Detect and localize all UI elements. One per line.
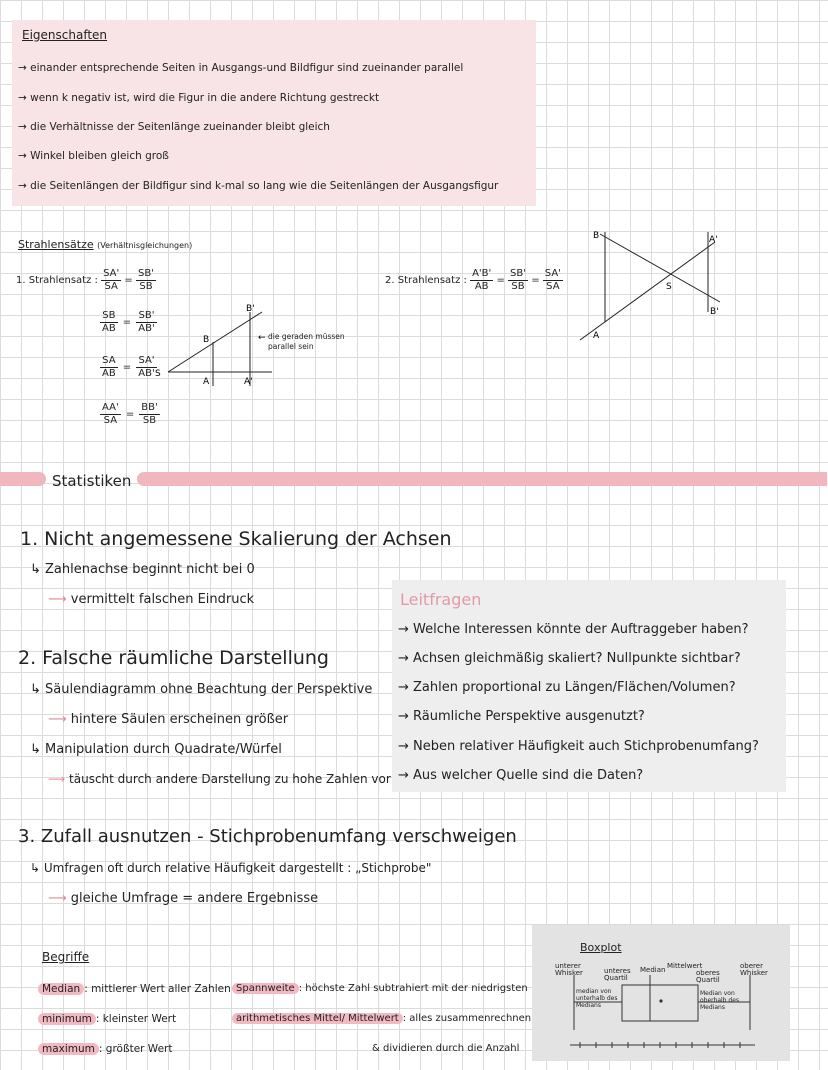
banner-right [137, 472, 827, 486]
label-upper-whisker: oberer Whisker [740, 962, 768, 977]
property-item-3: → die Verhältnisse der Seitenlänge zueinander bleibt gleich [18, 121, 330, 133]
term-median-label: Median [38, 983, 84, 995]
fraction: $\frac{SA'}{AB'}$ [138, 355, 155, 379]
label-a-prime: A' [244, 377, 253, 387]
term-minimum-def: : kleinster Wert [95, 1013, 177, 1025]
section-2-arrow2: ⟶ täuscht durch andere Darstellung zu hohe Zahlen vor [48, 772, 391, 786]
leitfrage-3: → Zahlen proportional zu Längen/Flächen/Volumen? [398, 680, 736, 695]
rays-subheading: (Verhältnisgleichungen) [97, 241, 193, 250]
term-range-def: : höchste Zahl subtrahiert mit der niedrigsten [298, 983, 528, 994]
section-3-sub: ↳ Umfragen oft durch relative Häufigkeit dargestellt : „Stichprobe" [30, 861, 432, 875]
term-minimum [38, 1013, 176, 1025]
first-theorem-eq3: $\frac{SA}{AB}$ = $\frac{SA'}{AB'}$ [102, 355, 155, 379]
label-mean: Mittelwert [667, 962, 703, 970]
fraction: $\frac{SA'}{SA}$ [103, 268, 120, 292]
section-3-arrow-text: gleiche Umfrage = andere Ergebnisse [70, 891, 319, 906]
section-1-arrow: ⟶ vermittelt falschen Eindruck [48, 592, 255, 607]
second-theorem: 2. Strahlensatz : $\frac{A'B'}{AB}$ = $\frac{SB'}{SB}$ = $\frac{SA'}{SA}$ [385, 268, 561, 292]
term-median [38, 983, 231, 995]
label-a-prime: A' [709, 235, 718, 245]
parallel-arrow: ← [258, 333, 266, 343]
fraction: $\frac{SA}{AB}$ [102, 355, 116, 379]
boxplot-title: Boxplot [580, 941, 622, 954]
fraction: $\frac{SB'}{SB}$ [510, 268, 527, 292]
leitfrage-6: → Aus welcher Quelle sind die Daten? [398, 768, 644, 783]
section-2-arrow1: ⟶ hintere Säulen erscheinen größer [48, 712, 289, 727]
leitfrage-1: → Welche Interessen könnte der Auftraggeber haben? [398, 622, 749, 637]
section-2-sub1: ↳ Säulendiagramm ohne Beachtung der Perspektive [30, 682, 373, 697]
property-item-4: → Winkel bleiben gleich groß [18, 150, 169, 162]
second-theorem-label: 2. Strahlensatz : [385, 275, 467, 286]
stats-banner-title: Statistiken [52, 472, 132, 490]
fraction: $\frac{SB}{AB}$ [102, 310, 116, 334]
section-2-arrow1-text: hintere Säulen erscheinen größer [70, 712, 289, 727]
first-theorem: 1. Strahlensatz : $\frac{SA'}{SA}$ = $\frac{SB'}{SB}$ [16, 268, 154, 292]
label-b-prime: B' [246, 304, 255, 314]
fraction: $\frac{A'B'}{AB}$ [472, 268, 492, 292]
property-item-1: → einander entsprechende Seiten in Ausgangs-und Bildfigur sind zueinander parallel [18, 62, 464, 74]
rays-heading-row [18, 238, 192, 251]
label-median: Median [640, 966, 666, 974]
section-3-title: 3. Zufall ausnutzen - Stichprobenumfang verschweigen [18, 826, 517, 847]
rays-heading: Strahlensätze [18, 238, 94, 251]
term-mean-label: arithmetisches Mittel/ Mittelwert [232, 1013, 403, 1024]
banner-left [0, 472, 46, 486]
term-maximum-def: : größter Wert [98, 1043, 173, 1055]
fraction: $\frac{SB'}{SB}$ [137, 268, 154, 292]
leitfrage-2: → Achsen gleichmäßig skaliert? Nullpunkte sichtbar? [398, 651, 741, 666]
section-1-arrow-text: vermittelt falschen Eindruck [70, 592, 255, 607]
label-s: S [666, 282, 672, 292]
property-item-5: → die Seitenlängen der Bildfigur sind k-mal so lang wie die Seitenlängen der Ausgangsfigur [18, 180, 499, 192]
label-b-prime: B' [710, 307, 719, 317]
section-1-sub: ↳ Zahlenachse beginnt nicht bei 0 [30, 562, 255, 577]
first-theorem-eq2: $\frac{SB}{AB}$ = $\frac{SB'}{AB'}$ [102, 310, 155, 334]
box [622, 985, 698, 1021]
terms-heading: Begriffe [42, 950, 90, 964]
label-a: A [203, 377, 210, 387]
properties-box [12, 20, 536, 206]
term-range-label: Spannweite [232, 983, 299, 994]
leitfrage-5: → Neben relativer Häufigkeit auch Stichprobenumfang? [398, 739, 759, 754]
fraction: $\frac{BB'}{SB}$ [141, 402, 158, 426]
label-right-note: Median von oberhalb des Medians [700, 990, 740, 1011]
leitfrage-4: → Räumliche Perspektive ausgenutzt? [398, 709, 645, 724]
term-range [232, 983, 528, 994]
parallel-note: die geraden müssen parallel sein [268, 332, 345, 351]
label-b: B [593, 231, 600, 241]
property-item-2: → wenn k negativ ist, wird die Figur in die andere Richtung gestreckt [18, 92, 380, 104]
label-lower-quartile: unteres Quartil [604, 967, 631, 982]
slanted-ray [168, 312, 262, 372]
label-a: A [593, 331, 600, 341]
term-mean-def2: & dividieren durch die Anzahl [372, 1043, 520, 1054]
mean-dot [659, 999, 662, 1002]
properties-heading: Eigenschaften [22, 28, 108, 42]
first-theorem-eq4: $\frac{AA'}{SA}$ = $\frac{BB'}{SB}$ [102, 402, 158, 426]
term-maximum-label: maximum [38, 1043, 99, 1055]
label-s: S [155, 369, 161, 379]
section-3-arrow: ⟶ gleiche Umfrage = andere Ergebnisse [48, 891, 319, 906]
term-maximum [38, 1043, 172, 1055]
fraction: $\frac{SB'}{AB'}$ [138, 310, 155, 334]
label-left-note: median von unterhalb des Medians [576, 988, 618, 1009]
section-2-sub2: ↳ Manipulation durch Quadrate/Würfel [30, 742, 282, 757]
label-b: B [203, 335, 210, 345]
section-2-title: 2. Falsche räumliche Darstellung [18, 647, 329, 669]
leitfragen-title: Leitfragen [400, 590, 482, 609]
term-mean-def: : alles zusammenrechnen [402, 1013, 532, 1024]
term-mean [232, 1013, 531, 1024]
section-2-arrow2-text: täuscht durch andere Darstellung zu hohe Zahlen vor [69, 772, 391, 786]
ray-1 [600, 234, 720, 302]
fraction: $\frac{SA'}{SA}$ [544, 268, 561, 292]
term-minimum-label: minimum [38, 1013, 96, 1025]
ray-2 [580, 242, 715, 340]
label-upper-quartile: oberes Quartil [696, 969, 720, 984]
first-theorem-label: 1. Strahlensatz : [16, 275, 98, 286]
section-1-title: 1. Nicht angemessene Skalierung der Achsen [20, 528, 452, 550]
fraction: $\frac{AA'}{SA}$ [102, 402, 119, 426]
label-lower-whisker: unterer Whisker [555, 962, 583, 977]
term-median-def: : mittlerer Wert aller Zahlen [84, 983, 231, 995]
second-theorem-figure [575, 222, 725, 347]
